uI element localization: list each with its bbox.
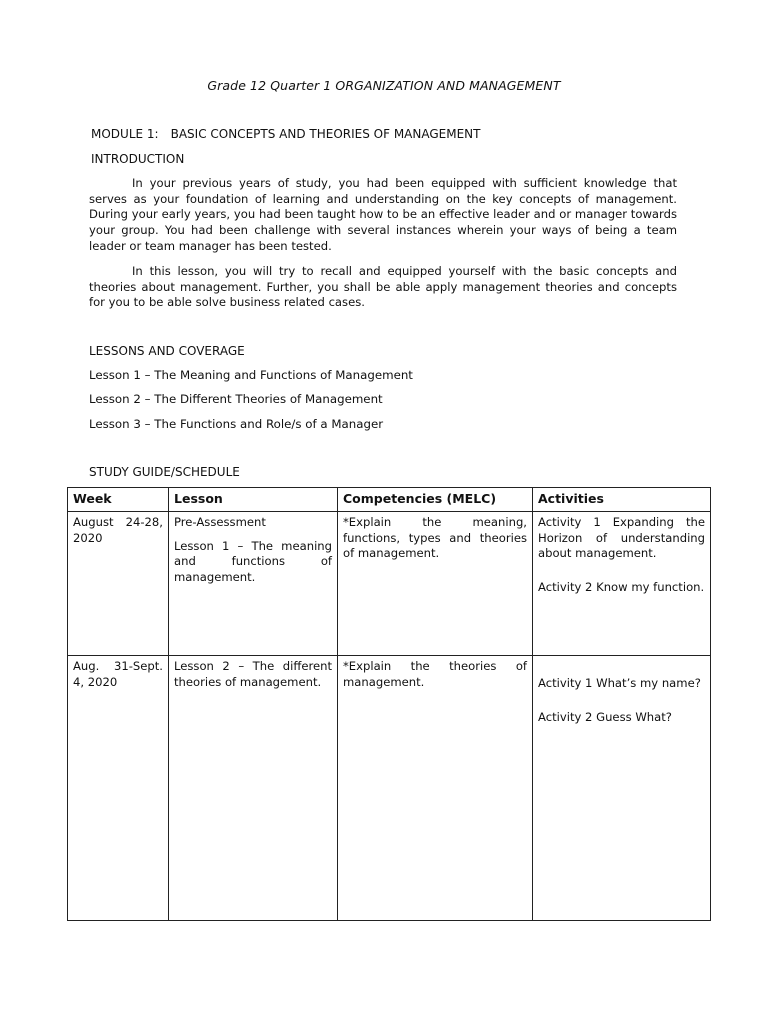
week-cell [68,512,169,656]
header-competencies: Competencies (MELC) [338,488,533,512]
lesson-item-2: Lesson 2 – The Different Theories of Management [89,392,383,406]
header-week: Week [68,488,169,512]
activity-text: Activity 1 What’s my name? [538,676,701,690]
week-text: Aug. 31-Sept. 4, 2020 [73,659,163,689]
activity-text: Activity 2 Guess What? [538,709,672,724]
study-schedule-table [67,487,711,921]
activities-cell [533,512,711,656]
study-guide-heading: STUDY GUIDE/SCHEDULE [89,465,240,479]
introduction-paragraph-1: In your previous years of study, you had been equipped with sufficient knowledge that serves as your foundation of learning and understanding on the key concepts of management. During your early years, you had been taught how to be an effective leader and or manager towards your group. You had been challenge with several instances wherein your ways of being a team leader or team manager has been tested. [89,176,677,253]
header-activities: Activities [533,488,711,512]
week-cell [68,656,169,921]
activities-cell [533,656,711,921]
table-row [68,656,711,921]
introduction-heading: INTRODUCTION [91,152,185,166]
lessons-heading: LESSONS AND COVERAGE [89,344,245,358]
competency-text: *Explain the meaning, functions, types and theories of management. [343,515,527,560]
module-heading [91,127,480,141]
table-row [68,512,711,656]
introduction-paragraph-2: In this lesson, you will try to recall and equipped yourself with the basic concepts and theories about management. Further, you shall be able apply management theories and concepts for you to be able solve business related cases. [89,264,677,310]
table-header-row [68,488,711,512]
activity-text: Activity 1 Expanding the Horizon of understanding about management. [538,515,705,560]
header-lesson: Lesson [169,488,338,512]
module-title: BASIC CONCEPTS AND THEORIES OF MANAGEMENT [170,127,481,141]
activity-text: Activity 2 Know my function. [538,579,705,594]
week-text: August 24-28, 2020 [73,515,163,545]
lesson-text: Pre-Assessment [174,515,266,529]
module-label: MODULE 1: [91,127,159,141]
lesson-item-3: Lesson 3 – The Functions and Role/s of a Manager [89,417,384,431]
lesson-item-1: Lesson 1 – The Meaning and Functions of Management [89,368,413,382]
competency-cell [338,656,533,921]
document-title: Grade 12 Quarter 1 ORGANIZATION AND MANAGEMENT [207,78,561,93]
lesson-text: Lesson 1 – The meaning and functions of management. [174,538,332,584]
competency-text: *Explain the theories of management. [343,659,527,689]
lesson-cell [169,656,338,921]
lesson-cell [169,512,338,656]
lesson-text: Lesson 2 – The different theories of management. [174,659,332,689]
competency-cell [338,512,533,656]
